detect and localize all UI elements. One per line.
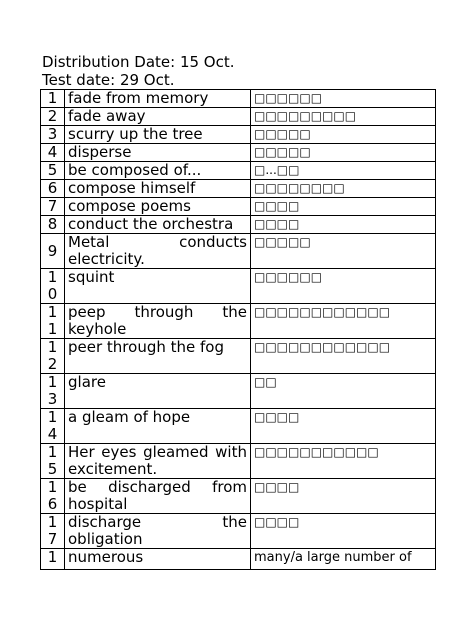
english-phrase: disperse <box>65 144 251 162</box>
table-row <box>41 108 436 126</box>
english-phrase: fade away <box>65 108 251 126</box>
chinese-translation: □□□□□□ <box>251 269 436 304</box>
chinese-translation: □□□□ <box>251 514 436 549</box>
row-number: 3 <box>41 126 65 144</box>
row-number: 10 <box>41 269 65 304</box>
chinese-translation: □□□□ <box>251 198 436 216</box>
table-row <box>41 479 436 514</box>
chinese-translation: □□□□□□ <box>251 90 436 108</box>
row-number: 6 <box>41 180 65 198</box>
english-phrase: glare <box>65 374 251 409</box>
english-phrase: peep through the keyhole <box>65 304 251 339</box>
table-row <box>41 90 436 108</box>
table-row <box>41 444 436 479</box>
english-phrase: Metal conducts electricity. <box>65 234 251 269</box>
table-row <box>41 269 436 304</box>
row-number: 15 <box>41 444 65 479</box>
chinese-translation: □...□□ <box>251 162 436 180</box>
chinese-translation: □□□□□ <box>251 144 436 162</box>
vocabulary-table <box>40 89 436 570</box>
english-phrase: be discharged from hospital <box>65 479 251 514</box>
chinese-translation: □□□□□□□□□□□□ <box>251 304 436 339</box>
row-number: 17 <box>41 514 65 549</box>
table-row <box>41 409 436 444</box>
test-date: Test date: 29 Oct. <box>42 71 175 89</box>
row-number: 1 <box>41 90 65 108</box>
header <box>42 53 235 89</box>
chinese-translation: □□□□ <box>251 409 436 444</box>
english-phrase: compose poems <box>65 198 251 216</box>
table-row <box>41 304 436 339</box>
table-row <box>41 514 436 549</box>
english-phrase: discharge the obligation <box>65 514 251 549</box>
row-number: 1 <box>41 549 65 570</box>
table-row <box>41 126 436 144</box>
english-phrase: be composed of... <box>65 162 251 180</box>
chinese-translation: □□□□□□□□□ <box>251 108 436 126</box>
english-phrase: Her eyes gleamed with excitement. <box>65 444 251 479</box>
row-number: 9 <box>41 234 65 269</box>
table-row <box>41 180 436 198</box>
row-number: 11 <box>41 304 65 339</box>
row-number: 12 <box>41 339 65 374</box>
chinese-translation: □□□□□ <box>251 126 436 144</box>
english-phrase: scurry up the tree <box>65 126 251 144</box>
english-phrase: fade from memory <box>65 90 251 108</box>
chinese-translation: □□□□□□□□□□□ <box>251 444 436 479</box>
table-row <box>41 162 436 180</box>
chinese-translation: □□□□□ <box>251 234 436 269</box>
row-number: 16 <box>41 479 65 514</box>
table-row <box>41 216 436 234</box>
table-row <box>41 549 436 570</box>
row-number: 2 <box>41 108 65 126</box>
english-phrase: peer through the fog <box>65 339 251 374</box>
row-number: 14 <box>41 409 65 444</box>
table-row <box>41 374 436 409</box>
chinese-translation: □□□□ <box>251 479 436 514</box>
chinese-translation: □□ <box>251 374 436 409</box>
row-number: 4 <box>41 144 65 162</box>
chinese-translation: many/a large number of <box>251 549 436 570</box>
row-number: 13 <box>41 374 65 409</box>
table-row <box>41 234 436 269</box>
distribution-date: Distribution Date: 15 Oct. <box>42 53 235 71</box>
english-phrase: compose himself <box>65 180 251 198</box>
chinese-translation: □□□□□□□□□□□□ <box>251 339 436 374</box>
english-phrase: conduct the orchestra <box>65 216 251 234</box>
chinese-translation: □□□□ <box>251 216 436 234</box>
english-phrase: numerous <box>65 549 251 570</box>
table-row <box>41 144 436 162</box>
table-row <box>41 198 436 216</box>
row-number: 5 <box>41 162 65 180</box>
english-phrase: squint <box>65 269 251 304</box>
chinese-translation: □□□□□□□□ <box>251 180 436 198</box>
row-number: 7 <box>41 198 65 216</box>
row-number: 8 <box>41 216 65 234</box>
table-row <box>41 339 436 374</box>
english-phrase: a gleam of hope <box>65 409 251 444</box>
